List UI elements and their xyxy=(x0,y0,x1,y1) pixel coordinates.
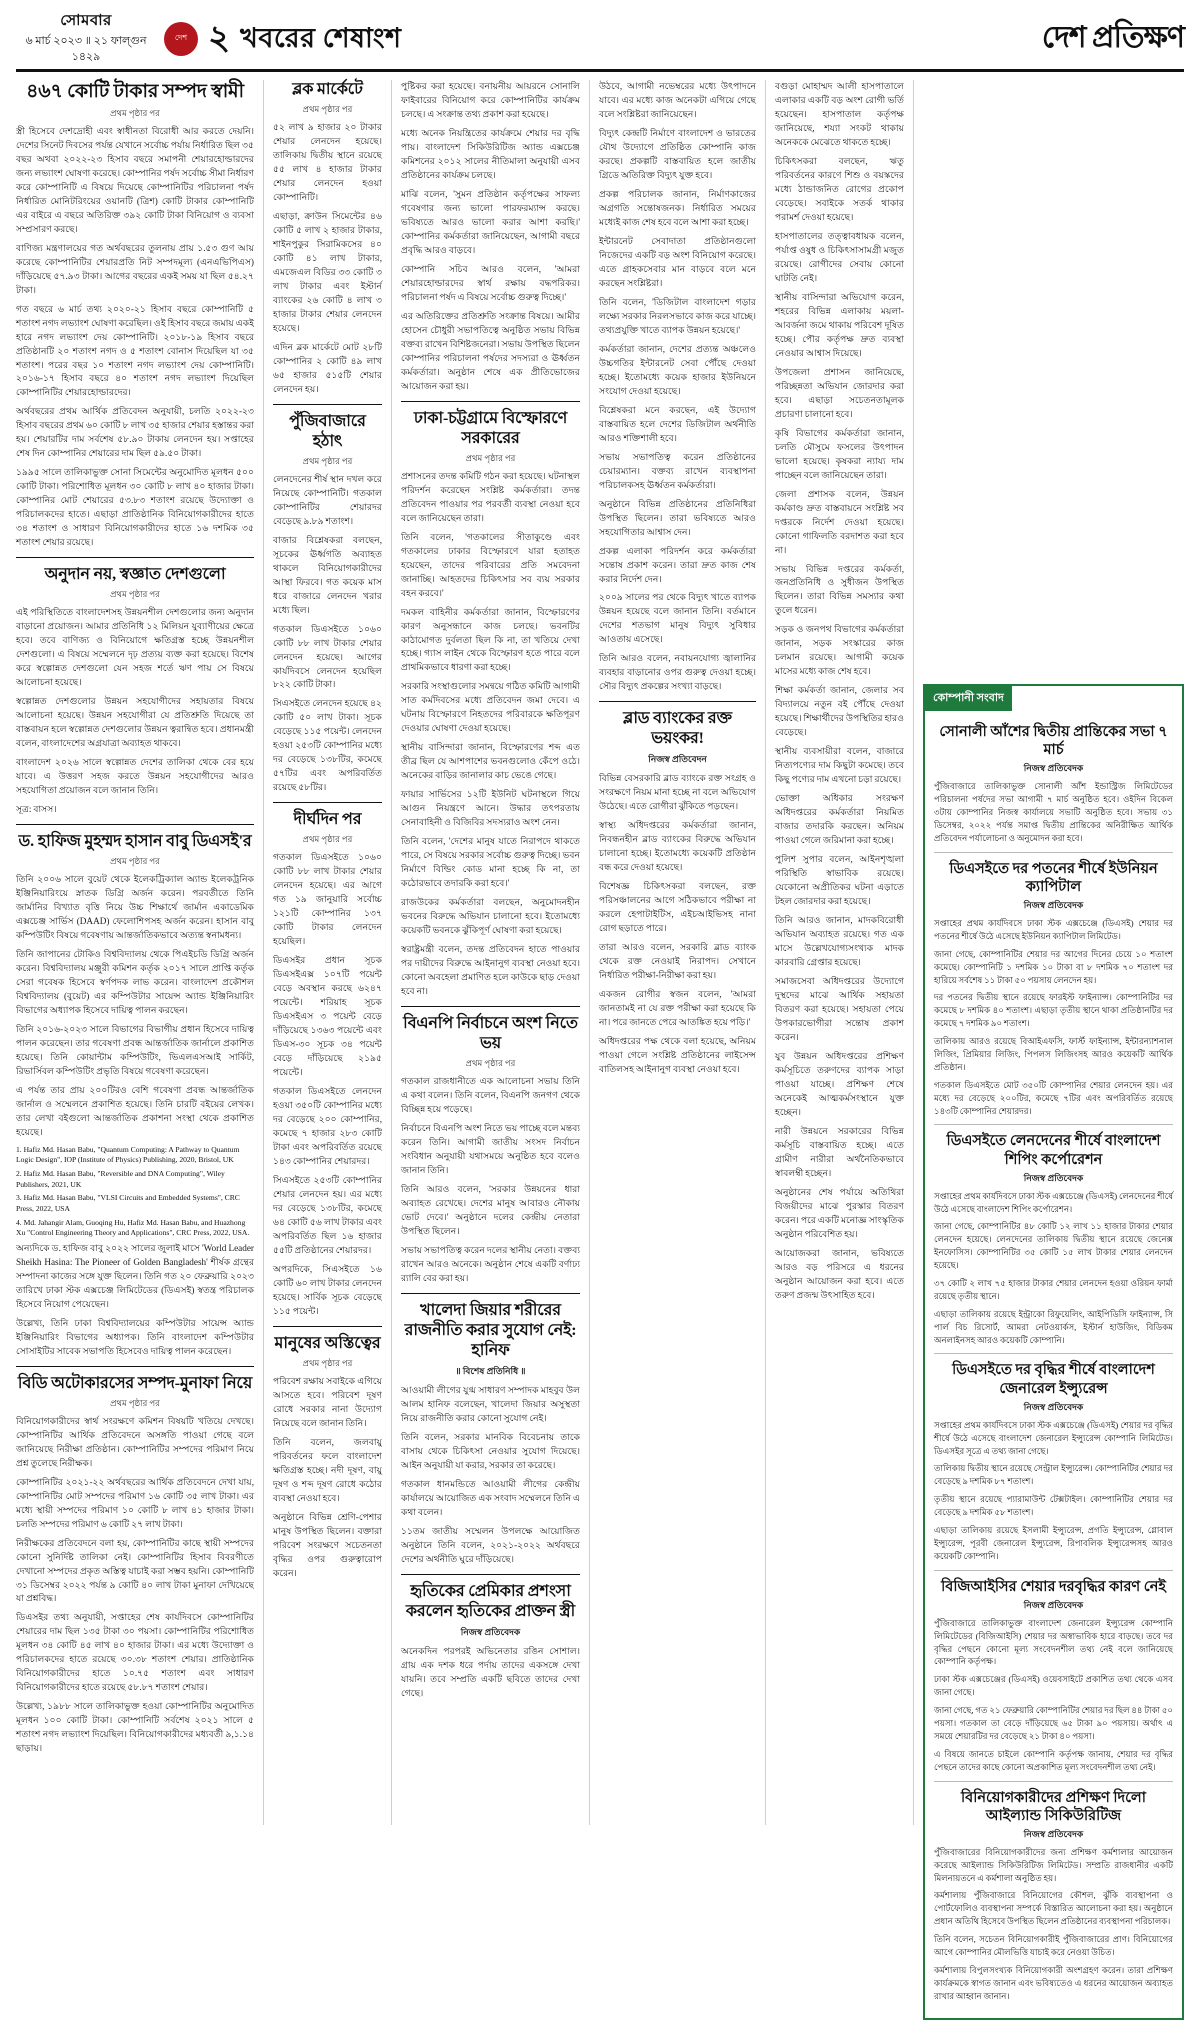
paragraph: বিদ্যুৎ কেন্দ্রটি নির্মাণে বাংলাদেশ ও ভারতের যৌথ উদ্যোগে প্রতিষ্ঠিত কোম্পানি কাজ করছে। প্রকল্পটি বাস্তবায়িত হলে জাতীয় গ্রিডে অতিরিক্ত বিদ্যুৎ যুক্ত হবে। xyxy=(599,127,756,180)
divider xyxy=(401,401,580,402)
paragraph: গতকাল ধানমন্ডিতে আওয়ামী লীগের কেন্দ্রীয় কার্যালয়ে আয়োজিত এক সংবাদ সম্মেলনে তিনি এ কথা বলেন। xyxy=(401,1478,580,1517)
paragraph: জানা গেছে, কোম্পানিটির শেয়ার দর আগের দিনের চেয়ে ১০ শতাংশ কমেছে। কোম্পানিটি ১ দশমিক ১০ টাকা বা ৮ দশমিক ৭০ শতাংশ দর হারিয়ে সর্বশেষ ১১ টাকা ৫০ পয়সায় লেনদেন হয়। xyxy=(934,948,1173,985)
continued-note: প্রথম পৃষ্ঠার পর xyxy=(110,107,160,118)
paragraph: কৃষি বিভাগের কর্মকর্তারা জানান, চলতি মৌসুমে ফসলের উৎপাদন ভালো হয়েছে। কৃষকরা ন্যায্য দাম পাচ্ছেন বলে জানিয়েছেন তারা। xyxy=(775,427,904,480)
paragraph: গতকাল ডিএসইতে মোট ৩৫০টি কোম্পানির শেয়ার লেনদেন হয়। এর মধ্যে দর বেড়েছে ২০০টির, কমেছে ৭টির এবং অপরিবর্তিত রয়েছে ১৪৩টি কোম্পানির শেয়ারদর। xyxy=(934,1079,1173,1116)
paragraph: ৩৭ কোটি ২ লাখ ৭৫ হাজার টাকার শেয়ার লেনদেন হওয়া ওরিয়ন ফার্মা রয়েছে তৃতীয় স্থানে। xyxy=(934,1278,1173,1301)
byline: ॥ বিশেষ প্রতিনিধি ॥ xyxy=(455,1365,526,1376)
paragraph: এই পরিস্থিতিতে বাংলাদেশসহ উন্নয়নশীল দেশগুলোর জন্য অনুদান বাড়ানো প্রয়োজন। আমার প্রতিনিধি ১২ মিলিয়ন যুব্যাণীয়ের ক্ষেত্রে হবে। তবে বাণিজ্য ও বিনিয়োগে ক্ষতিগ্রস্ত হচ্ছে উন্নয়নশীল দেশগুলো। এ বিষয়ে সম্মেলনে দৃঢ় প্রত্যয় ব্যক্ত করা হয়েছে। বিশেষ করে স্বল্পোন্নত দেশগুলো যেন সহজ শর্তে ঋণ পায় সে বিষয়ে আলোচনা হয়েছে। xyxy=(16,607,254,688)
paragraph: কর্মকর্তারা জানান, দেশের প্রত্যন্ত অঞ্চলেও উচ্চগতির ইন্টারনেট সেবা পৌঁছে দেওয়া হচ্ছে। ইতোমধ্যে কয়েক হাজার ইউনিয়নে সংযোগ দেওয়া হয়েছে। xyxy=(599,343,756,396)
paragraph: এছাড়া তালিকায় রয়েছে ইন্ট্রাকো রিফুয়েলিং, আইপিডিসি ফাইন্যান্স, সি পার্ল বিচ রিসোর্ট, আমরা নেটওয়ার্কস, ইস্টার্ন হাউজিং, বিডিকম অনলাইনসহ আরও কয়েকটি কোম্পানি। xyxy=(934,1308,1173,1345)
paragraph: অনুষ্ঠানে বিভিন্ন শ্রেণি-পেশার মানুষ উপস্থিত ছিলেন। বক্তারা পরিবেশ সংরক্ষণে সচেতনতা বৃদ্ধির ওপর গুরুত্বারোপ করেন। xyxy=(273,1511,382,1578)
paragraph: অনুষ্ঠানের শেষ পর্যায়ে অতিথিরা বিজয়ীদের মাঝে পুরস্কার বিতরণ করেন। পরে একটি মনোজ্ঞ সাংস্কৃতিক অনুষ্ঠান পরিবেশিত হয়। xyxy=(775,1186,904,1239)
article-onudan-noy xyxy=(16,565,254,817)
byline: নিজস্ব প্রতিবেদক xyxy=(460,1626,521,1637)
paragraph: জানা গেছে, কোম্পানিটির ৪৮ কোটি ১২ লাখ ১১ হাজার টাকার শেয়ার লেনদেন হয়েছে। লেনদেনের তালিকায় দ্বিতীয় স্থানে রয়েছে জেনেক্স ইনফোসিস। কোম্পানিটির ৩৫ কোটি ১৫ লাখ টাকার শেয়ার লেনদেন হয়েছে। xyxy=(934,1221,1173,1271)
paragraph: উল্লেখ্য, ১৯৮৮ সালে তালিকাভুক্ত হওয়া কোম্পানিটির অনুমোদিত মূলধন ১০০ কোটি টাকা। কোম্পানিটি সর্বশেষ ২০২১ সালে ৫ শতাংশ নগদ লভ্যাংশ দিয়েছিল। বিনিয়োগকারীদের মধ্যবর্তী ৯,১.১৪ ছাড়ায়। xyxy=(16,1701,254,1754)
company-article-bsc-turnover xyxy=(934,1132,1173,1346)
divider xyxy=(934,852,1173,853)
article-dhaka-ctg-bisforon xyxy=(401,409,580,999)
divider xyxy=(599,701,756,702)
paragraph: দর পতনের দ্বিতীয় স্থানে রয়েছে ফারইস্ট ফাইন্যান্স। কোম্পানিটির দর কমেছে ৮ দশমিক ৪০ শতাংশ। এছাড়া তৃতীয় স্থানে থাকা প্রতিষ্ঠানটির দর কমেছে ৭ দশমিক ৯০ শতাংশ। xyxy=(934,992,1173,1029)
page-grid xyxy=(16,80,1184,2001)
byline: নিজস্ব প্রতিবেদক xyxy=(1023,1828,1084,1839)
paragraph: হাসপাতালের তত্ত্বাবধায়ক বলেন, পর্যাপ্ত ওষুধ ও চিকিৎসাসামগ্রী মজুত রয়েছে। রোগীদের সেবায় কোনো ঘাটতি নেই। xyxy=(775,230,904,283)
paragraph: বিভিন্ন বেসরকারি ব্লাড ব্যাংকে রক্ত সংগ্রহ ও সংরক্ষণে নিয়ম মানা হচ্ছে না বলে অভিযোগ উঠেছে। এতে রোগীরা ঝুঁকিতে পড়ছেন। xyxy=(599,773,756,812)
divider xyxy=(273,1326,382,1327)
paragraph: তৃতীয় স্থানে রয়েছে প্যারামাউন্ট টেক্সটাইল। কোম্পানিটির শেয়ার দর বেড়েছে ৯ দশমিক ৫৮ শতাংশ। xyxy=(934,1494,1173,1518)
paragraph: জানা গেছে, গত ২১ ফেব্রুয়ারি কোম্পানিটির শেয়ার দর ছিল ৪৪ টাকা ৫০ পয়সা। গতকাল তা বেড়ে দাঁড়িয়েছে ৬৫ টাকা ৯০ পয়সায়। অর্থাৎ এ সময়ে শেয়ারটির দর বেড়েছে ২১ টাকা ৪০ পয়সা। xyxy=(934,1705,1174,1741)
paragraph: তালিকায় দ্বিতীয় স্থানে রয়েছে সেন্ট্রাল ইন্স্যুরেন্স। কোম্পানিটির শেয়ার দর বেড়েছে ৯ দশমিক ৮৭ শতাংশ। xyxy=(934,1463,1173,1487)
divider xyxy=(16,1366,254,1367)
divider xyxy=(934,1353,1173,1354)
article-hafiz-hasan-babu xyxy=(16,832,254,1359)
company-article-union-capital xyxy=(934,860,1173,1118)
continued-note: প্রথম পৃষ্ঠার পর xyxy=(302,834,353,845)
divider xyxy=(273,802,382,803)
paragraph: এছাড়া তালিকায় রয়েছে ইসলামী ইন্স্যুরেন্স, প্রগতি ইন্স্যুরেন্স, গ্লোবাল ইন্স্যুরেন্স, পূরবী জেনারেল ইন্স্যুরেন্স, রিপাবলিক ইন্স্যুরেন্সসহ আরও কয়েকটি কোম্পানি। xyxy=(934,1524,1173,1561)
paper-logo: দেশ প্রতিক্ষণ xyxy=(1041,21,1184,54)
paragraph: কোম্পানিটির ২০২১-২২ অর্থবছরের আর্থিক প্রতিবেদনে দেখা যায়, কোম্পানিটির মোট সম্পদের পরিমাণ ১৬ কোটি ৩৫ লাখ টাকা। এর মধ্যে স্থায়ী সম্পদের পরিমাণ ১০ কোটি ৮ লাখ ৪১ হাজার টাকা। চলতি সম্পদের পরিমাণ ৬ কোটি ২৭ লাখ টাকা। xyxy=(16,1476,254,1529)
paragraph: প্রশাসনের তদন্ত কমিটি গঠন করা হয়েছে। ঘটনাস্থল পরিদর্শন করেছেন সংশ্লিষ্ট কর্মকর্তারা। তদন্ত প্রতিবেদন পাওয়ার পর পরবর্তী ব্যবস্থা নেওয়া হবে বলে জানিয়েছেন তারা। xyxy=(401,470,580,523)
paragraph: অপরদিকে, সিএসইতে ১৬ কোটি ৬০ লাখ টাকার লেনদেন হয়েছে। সার্বিক সূচক বেড়েছে ১১৫ পয়েন্ট। xyxy=(273,1263,382,1316)
headline: বিএনপি নির্বাচনে অংশ নিতে ভয় xyxy=(403,1015,578,1053)
divider xyxy=(934,1570,1173,1571)
article-pujibazare-hothat xyxy=(273,412,382,796)
article-bnp-nirbachone xyxy=(401,1014,580,1286)
article-hrithik-ex-wife xyxy=(401,1582,580,1701)
paragraph: এ বিষয়ে জানতে চাইলে কোম্পানি কর্তৃপক্ষ জানায়, শেয়ার দর বৃদ্ধির পেছনে তাদের কাছে কোনো অপ্রকাশিত মূল্য সংবেদনশীল তথ্য নেই। xyxy=(934,1748,1173,1772)
reference-item: 1. Hafiz Md. Hasan Babu, "Quantum Computing: A Pathway to Quantum Logic Design", IOP (Institute of Physics) Publishing, 2020, Bristol, UK xyxy=(16,1144,240,1165)
reference-item: 3. Hafiz Md. Hasan Babu, "VLSI Circuits and Embedded Systems", CRC Press, 2022, USA xyxy=(16,1193,240,1213)
continued-note: প্রথম পৃষ্ঠার পর xyxy=(302,104,353,114)
column-4 xyxy=(590,80,766,1825)
paragraph: বিশ্লেষকরা মনে করছেন, এই উদ্যোগ বাস্তবায়িত হলে দেশের ডিজিটাল অর্থনীতি আরও শক্তিশালী হবে। xyxy=(599,404,756,443)
date-bangla: ২১ ফাল্গুন ১৪২৯ xyxy=(71,35,147,64)
paragraph: তিনি আরও বলেন, 'সরকার উন্নয়নের ধারা অব্যাহত রেখেছে। দেশের মানুষ আবারও নৌকায় ভোট দেবে।' অনুষ্ঠানে দলের কেন্দ্রীয় নেতারা উপস্থিত ছিলেন। xyxy=(401,1184,580,1236)
byline: নিজস্ব প্রতিবেদক xyxy=(1023,1172,1084,1183)
paragraph: সিএসইতে ২৫৩টি কোম্পানির শেয়ার লেনদেন হয়। এর মধ্যে দর বেড়েছে ১৩৮টির, কমেছে ৬৪ কোটি ৫৬ লাখ টাকার এবং অপরিবর্তিত ছিল ১৬ হাজার ৫৫টি প্রতিষ্ঠানের শেয়ারদর। xyxy=(273,1175,382,1255)
paragraph: তিনি বলেন, সচেতন বিনিয়োগকারীই পুঁজিবাজারের প্রাণ। বিনিয়োগের আগে কোম্পানির মৌলভিত্তি যাচাই করে নেওয়া উচিত। xyxy=(934,1934,1173,1958)
paragraph: ডিএসইর প্রধান সূচক ডিএসইএক্স ১০৭টি পয়েন্ট বেড়ে অবস্থান করছে ৬২৪৭ পয়েন্টে। শরিয়াহ সূচক ডিএসইএস ৩ পয়েন্ট বেড়ে দাঁড়িয়েছে ১৩৬৩ পয়েন্টে এবং ডিএস-৩০ সূচক ৩৪ পয়েন্ট বেড়ে দাঁড়িয়েছে ২১৯৫ পয়েন্টে। xyxy=(273,955,382,1078)
date-gregorian: ৬ মার্চ ২০২৩ xyxy=(25,35,82,48)
paragraph: বিনিয়োগকারীদের স্বার্থ সংরক্ষণে কমিশন বিষয়টি খতিয়ে দেখছে। কোম্পানিটির আর্থিক প্রতিবেদনে অসঙ্গতি পাওয়া গেছে বলে জানিয়েছে নিরীক্ষা প্রতিষ্ঠান। কোম্পানিটির সম্পদের পরিমাণ নিয়ে প্রশ্ন তুলেছে নিরীক্ষক। xyxy=(16,1415,254,1468)
paragraph: ফায়ার সার্ভিসের ১২টি ইউনিট ঘটনাস্থলে গিয়ে আগুন নিয়ন্ত্রণে আনে। উদ্ধার তৎপরতায় সেনাবাহিনী ও বিজিবির সদস্যরাও অংশ নেন। xyxy=(401,789,580,828)
paragraph: তিনি আরও জানান, মাদকবিরোধী অভিযান অব্যাহত রয়েছে। গত এক মাসে উল্লেখযোগ্যসংখ্যক মাদক কারবারি গ্রেপ্তার হয়েছে। xyxy=(775,915,904,968)
paragraph: প্রকল্প এলাকা পরিদর্শন করে কর্মকর্তারা সন্তোষ প্রকাশ করেন। তারা দ্রুত কাজ শেষ করার নির্দেশ দেন। xyxy=(599,545,756,584)
paragraph: ভোক্তা অধিকার সংরক্ষণ অধিদপ্তরের কর্মকর্তারা নিয়মিত বাজার তদারকি করছেন। অনিয়ম পাওয়া গেলে জরিমানা করা হচ্ছে। xyxy=(775,793,904,846)
paragraph: ২০০৯ সালের পর থেকে বিদ্যুৎ খাতে ব্যাপক উন্নয়ন হয়েছে বলে জানান তিনি। বর্তমানে দেশের শতভাগ মানুষ বিদ্যুৎ সুবিধার আওতায় এসেছে। xyxy=(599,592,756,645)
paragraph: ঢাকা স্টক এক্সচেঞ্জের (ডিএসই) ওয়েবসাইটে প্রকাশিত তথ্য থেকে এসব জানা গেছে। xyxy=(934,1674,1173,1698)
paragraph: ইন্টারনেট সেবাদাতা প্রতিষ্ঠানগুলো নিজেদের একটি বড় অংশ বিনিয়োগ করেছে। এতে গ্রাহকসেবার মান বাড়বে বলে মনে করছেন সংশ্লিষ্টরা। xyxy=(599,235,756,288)
paragraph: সপ্তাহের প্রথম কার্যদিবসে ঢাকা স্টক এক্সচেঞ্জে (ডিএসই) লেনদেনের শীর্ষে উঠে এসেছে বাংলাদেশ শিপিং কর্পোরেশন। xyxy=(934,1190,1173,1214)
headline: অনুদান নয়, স্বজ্ঞাত দেশগুলো xyxy=(44,566,226,584)
reference-item: 4. Md. Jahangir Alam, Guoqing Hu, Hafiz Md. Hasan Babu, and Huazhong Xu "Control Engineering Theory and Applications", CRC Press, 2022, USA. xyxy=(16,1217,250,1238)
headline: ড. হাফিজ মুহম্মদ হাসান বাবু ডিএসই'র xyxy=(18,833,252,851)
paragraph: তিনি বলেন, সরকার মানবিক বিবেচনায় তাকে বাসায় থেকে চিকিৎসা নেওয়ার সুযোগ দিয়েছে। আইন অনুযায়ী যা করার, সরকার তা করেছে। xyxy=(401,1431,580,1470)
headline: বিনিয়োগকারীদের প্রশিক্ষণ দিলো আইল্যান্ড সিকিউরিটিজ xyxy=(961,1789,1146,1824)
day-label: সোমবার xyxy=(60,12,112,29)
headline: ডিএসইতে দর পতনের শীর্ষে ইউনিয়ন ক্যাপিটাল xyxy=(949,860,1158,895)
article-jump-text-c5 xyxy=(775,80,904,1303)
paragraph: বাংলাদেশ ২০২৬ সালে স্বল্পোন্নত দেশের তালিকা থেকে বের হয়ে যাবে। এ উত্তরণ সহজ করতে উন্নয়ন সহযোগীদের আরও সহযোগিতা প্রয়োজন বলে জানান তিনি। xyxy=(16,757,254,796)
byline: নিজস্ব প্রতিবেদক xyxy=(1023,1401,1084,1412)
article-467-koti xyxy=(16,80,254,550)
headline: ব্লক মার্কেটে xyxy=(292,81,363,98)
paragraph: গতকাল ডিএসইতে লেনদেন হওয়া ৩৫০টি কোম্পানির মধ্যে দর বেড়েছে ২০০ কোম্পানির, কমেছে ৭ হাজার ২৮৩ কোটি টাকা এবং অপরিবর্তিত রয়েছে ১৪৩ কোম্পানির শেয়ারদর। xyxy=(273,1086,382,1167)
paragraph: একজন রোগীর স্বজন বলেন, 'আমরা জানতামই না যে রক্ত পরীক্ষা করা হয়েছে কি না। পরে জানতে পেরে আতঙ্কিত হয়ে পড়ি।' xyxy=(599,989,756,1028)
paragraph: সরকারি সংস্থাগুলোর সমন্বয়ে গঠিত কমিটি আগামী সাত কর্মদিবসের মধ্যে প্রতিবেদন জমা দেবে। এ ঘটনায় বিস্ফোরণে নিহতদের পরিবারকে ক্ষতিপূরণ দেওয়ার ঘোষণা দেওয়া হয়েছে। xyxy=(401,681,580,734)
continued-note: প্রথম পৃষ্ঠার পর xyxy=(110,856,160,867)
divider xyxy=(401,1006,580,1007)
paragraph: দমকল বাহিনীর কর্মকর্তারা জানান, বিস্ফোরণের কারণ অনুসন্ধানে কাজ চলছে। ভবনটির কাঠামোগত দুর্বলতা ছিল কি না, তা খতিয়ে দেখা হচ্ছে। গ্যাস লাইন থেকে বিস্ফোরণ হতে পারে বলে প্রাথমিকভাবে ধারণা করা হচ্ছে। xyxy=(401,606,580,673)
paragraph: রাজউকের কর্মকর্তারা বলছেন, অনুমোদনহীন ভবনের বিরুদ্ধে অভিযান চালানো হবে। ইতোমধ্যে কয়েকটি ভবনকে ঝুঁকিপূর্ণ ঘোষণা করা হয়েছে। xyxy=(401,897,580,936)
section-title: খবরের শেষাংশ xyxy=(240,23,402,53)
divider xyxy=(273,404,382,405)
paragraph: নিরীক্ষকের প্রতিবেদনে বলা হয়, কোম্পানিটির কাছে স্থায়ী সম্পদের কোনো সুনির্দিষ্ট তালিকা নেই। কোম্পানিটির হিসাব বিবরণীতে দেখানো সম্পদের প্রকৃত অস্তিত্ব যাচাই করা সম্ভব হয়নি। কোম্পানিটি ৩১ ডিসেম্বর ২০২২ পর্যন্ত ৯ কোটি ৪০ লাখ টাকা মুনাফা দেখিয়েছে যা প্রশ্নবিদ্ধ। xyxy=(16,1537,254,1604)
paragraph: সপ্তাহের প্রথম কার্যদিবসে ঢাকা স্টক এক্সচেঞ্জে (ডিএসই) শেয়ার দর বৃদ্ধির শীর্ষে উঠে এসেছে বাংলাদেশ জেনারেল ইন্স্যুরেন্স কোম্পানি লিমিটেড। ডিএসইর সূত্রে এ তথ্য জানা গেছে। xyxy=(934,1419,1173,1456)
headline: ডিএসইতে লেনদেনের শীর্ষে বাংলাদেশ শিপিং কর্পোরেশন xyxy=(946,1133,1161,1168)
headline: বিজিআইসির শেয়ার দরবৃদ্ধির কারণ নেই xyxy=(941,1578,1166,1595)
headline: ডিএসইতে দর বৃদ্ধির শীর্ষে বাংলাদেশ জেনারেল ইন্স্যুরেন্স xyxy=(952,1362,1155,1397)
paragraph: বিশেষজ্ঞ চিকিৎসকরা বলছেন, রক্ত পরিসঞ্চালনের আগে সঠিকভাবে পরীক্ষা না করলে হেপাটাইটিস, এইচআইভিসহ নানা রোগ ছড়াতে পারে। xyxy=(599,881,756,934)
paragraph: স্থানীয় বাসিন্দারা অভিযোগ করেন, শহরের বিভিন্ন এলাকায় ময়লা-আবর্জনা জমে থাকায় পরিবেশ দূষিত হচ্ছে। পৌর কর্তৃপক্ষ দ্রুত ব্যবস্থা নেওয়ার আশ্বাস দিয়েছে। xyxy=(775,291,904,358)
paragraph: পুঁজিবাজারে তালিকাভুক্ত বাংলাদেশ জেনারেল ইন্স্যুরেন্স কোম্পানি লিমিটেডের (বিজিআইসি) শেয়ার দর অস্বাভাবিক হারে বাড়ছে। তবে দর বৃদ্ধির পেছনে কোনো মূল্য সংবেদনশীল তথ্য নেই বলে জানিয়েছে কোম্পানি কর্তৃপক্ষ। xyxy=(934,1617,1173,1667)
column-6 xyxy=(914,80,1184,2001)
reference-list xyxy=(16,1145,254,1239)
byline: নিজস্ব প্রতিবেদক xyxy=(1023,899,1084,910)
divider xyxy=(934,1124,1173,1125)
paragraph: অনেকদিন পরপরই অভিনেতার রঙিন সোশাল। গ্রায় এক দশক ধরে পর্দায় তাদের একসঙ্গে দেখা যায়নি। তবে সম্প্রতি একটি ছবিতে তাদের দেখা গেছে। xyxy=(401,1645,580,1698)
paragraph: তিনি ২০০৬ সালে বুয়েট থেকে ইলেকট্রিক্যাল অ্যান্ড ইলেকট্রনিক ইঞ্জিনিয়ারিংয়ে স্নাতক ডিগ্রি অর্জন করেন। পরবর্তীতে তিনি জার্মানির বিখ্যাত বৃত্তি নিয়ে উচ্চ শিক্ষার্থে জার্মান একাডেমিক এক্সচেঞ্জ সার্ভিস (DAAD) ফেলোশিপসহ অর্জন করেন। হাসান বাবু কম্পিউটিং বিষয়ে গবেষণায় আন্তর্জাতিকভাবে অত্যন্ত স্বনামধন্য। xyxy=(16,874,254,941)
paragraph: তিনি আরও বলেন, নবায়নযোগ্য জ্বালানির ব্যবহার বাড়ানোর ওপর গুরুত্ব দেওয়া হচ্ছে। সৌর বিদ্যুৎ প্রকল্পের সংখ্যা বাড়ছে। xyxy=(599,653,756,692)
paragraph: অধিদপ্তরের পক্ষ থেকে বলা হয়েছে, অনিয়ম পাওয়া গেলে সংশ্লিষ্ট প্রতিষ্ঠানের লাইসেন্স বাতিলসহ আইনানুগ ব্যবস্থা নেওয়া হবে। xyxy=(599,1036,756,1075)
paragraph: তিনি বলেন, 'ডিজিটাল বাংলাদেশ গড়ার লক্ষ্যে সরকার নিরলসভাবে কাজ করে যাচ্ছে। তথ্যপ্রযুক্তি খাতে ব্যাপক উন্নয়ন হয়েছে।' xyxy=(599,296,756,335)
paragraph: কোম্পানি সচিব আরও বলেন, 'আমরা শেয়ারহোল্ডারদের স্বার্থ রক্ষায় বদ্ধপরিকর। পরিচালনা পর্ষদ এ বিষয়ে সর্বোচ্চ গুরুত্ব দিচ্ছে।' xyxy=(401,263,580,302)
paragraph: সপ্তাহের প্রথম কার্যদিবসে ঢাকা স্টক এক্সচেঞ্জে (ডিএসই) শেয়ার দর পতনের শীর্ষে উঠে এসেছে ইউনিয়ন ক্যাপিটাল লিমিটেড। xyxy=(934,917,1173,941)
article-khaleda-hanif xyxy=(401,1301,580,1567)
paragraph: মধ্যে অনেক নিয়ন্ত্রিতের কার্যক্রমে শেয়ার দর বৃদ্ধি পায়। বাংলাদেশ সিকিউরিটিজ অ্যান্ড এক্সচেঞ্জ কমিশনের ২০১২ সালের নীতিমালা অনুযায়ী এসব প্রতিষ্ঠানের কার্যক্রম চলছে। xyxy=(401,127,580,180)
paragraph: কর্মশালায় পুঁজিবাজারে বিনিয়োগের কৌশল, ঝুঁকি ব্যবস্থাপনা ও পোর্টফোলিও ব্যবস্থাপনা সম্পর্কে বিস্তারিত আলোচনা করা হয়। অনুষ্ঠানে প্রধান অতিথি হিসেবে উপস্থিত ছিলেন প্রতিষ্ঠানের ব্যবস্থাপনা পরিচালক। xyxy=(934,1890,1173,1927)
continued-note: প্রথম পৃষ্ঠার পর xyxy=(302,455,353,466)
reference-item: 2. Hafiz Md. Hasan Babu, "Reversible and DNA Computing", Wiley Publishers, 2021, UK xyxy=(16,1169,225,1189)
paragraph: গতকাল ডিএসইতে ১০৬০ কোটি ৮৮ লাখ টাকার শেয়ার লেনদেন হয়েছে। এর আগে গত ১৯ জানুয়ারি সর্বোচ্চ ১২১টি কোম্পানির ১৩৭ কোটি টাকার লেনদেন হয়েছিল। xyxy=(273,852,382,947)
paragraph: সভায় বিভিন্ন দপ্তরের কর্মকর্তা, জনপ্রতিনিধি ও সুধীজন উপস্থিত ছিলেন। তারা বিভিন্ন সমস্যার কথা তুলে ধরেন। xyxy=(775,563,904,616)
continued-note: প্রথম পৃষ্ঠার পর xyxy=(302,1357,353,1368)
paragraph: পুঁজিবাজারের বিনিয়োগকারীদের জন্য প্রশিক্ষণ কর্মশালার আয়োজন করেছে আইল্যান্ড সিকিউরিটিজ লিমিটেড। সম্প্রতি রাজধানীর একটি মিলনায়তনে এ কর্মশালা অনুষ্ঠিত হয়। xyxy=(934,1846,1173,1883)
article-block-market xyxy=(273,80,382,397)
paragraph: গতকাল রাজধানীতে এক আলোচনা সভায় তিনি এ কথা বলেন। তিনি বলেন, বিএনপি জনগণ থেকে বিচ্ছিন্ন হয়ে পড়েছে। xyxy=(401,1076,580,1115)
paragraph: এছাড়া, ক্রাউন সিমেন্টের ৪৬ কোটি ৫ লাখ ২ হাজার টাকার, শাইনপুকুর সিরামিকসের ৪০ কোটি ৪১ লাখ টাকার, এমজেএল বিডির ৩৩ কোটি ৩ লাখ টাকার এবং ইস্টার্ন ব্যাংকের ২৬ কোটি ৪ লাখ ৩ হাজার টাকার শেয়ার লেনদেন হয়েছে। xyxy=(273,210,382,333)
headline: ব্লাড ব্যাংকের রক্ত ভয়ংকর! xyxy=(623,710,732,748)
continued-note: প্রথম পৃষ্ঠার পর xyxy=(110,589,160,600)
paragraph: চিকিৎসকরা বলছেন, ঋতু পরিবর্তনের কারণে শিশু ও বয়স্কদের মধ্যে ঠান্ডাজনিত রোগের প্রকোপ বেড়েছে। সবাইকে সতর্ক থাকার পরামর্শ দেওয়া হয়েছে। xyxy=(775,155,904,222)
article-blood-bank xyxy=(599,709,756,1077)
headline: ৪৬৭ কোটি টাকার সম্পদ স্বামী xyxy=(26,81,244,102)
headline: মানুষের অস্তিত্বের xyxy=(274,1334,381,1352)
paragraph: স্বরাষ্ট্রমন্ত্রী বলেন, তদন্ত প্রতিবেদন হাতে পাওয়ার পর দায়ীদের বিরুদ্ধে আইনানুগ ব্যবস্থা নেওয়া হবে। কোনো অবহেলা প্রমাণিত হলে কাউকে ছাড় দেওয়া হবে না। xyxy=(401,944,580,997)
paragraph: তিনি ২০১৬-২০২৩ সালে বিভাগের বিভাগীয় প্রধান হিসেবে দায়িত্ব পালন করেছেন। তার গবেষণা প্রবন্ধ আন্তর্জাতিক জার্নালে প্রকাশিত হয়েছে। তিনি কোয়ান্টাম কম্পিউটিং, ভিএলএসআই সার্কিট, রিভার্সিবল কম্পিউটিং প্রভৃতি বিষয়ে গবেষণা করেছেন। xyxy=(16,1023,254,1076)
paragraph: স্বল্পোন্নত দেশগুলোর উন্নয়ন সহযোগীদের সহায়তার বিষয়ে আলোচনা হয়েছে। উন্নয়ন সহযোগীরা যে প্রতিশ্রুতি দিয়েছে তা বাস্তবায়ন হলে স্বল্পোন্নত দেশগুলোর উন্নয়ন ত্বরান্বিত হবে। প্রধানমন্ত্রী বলেন, বাংলাদেশের অগ্রযাত্রা অব্যাহত থাকবে। xyxy=(16,696,254,749)
paragraph: বাজার বিশ্লেষকরা বলছেন, সূচকের ঊর্ধ্বগতি অব্যাহত থাকলে বিনিয়োগকারীদের আস্থা ফিরবে। গত কয়েক মাস ধরে বাজারে লেনদেন খরার মধ্যে ছিল। xyxy=(273,534,382,615)
paragraph: আওয়ামী লীগের যুগ্ম সাধারণ সম্পাদক মাহবুব উল আলম হানিফ বলেছেন, খালেদা জিয়ার অসুস্থতা নিয়ে রাজনীতি করার কোনো সুযোগ নেই। xyxy=(401,1384,580,1423)
divider xyxy=(16,824,254,825)
page-number: ২ xyxy=(208,19,231,57)
byline: নিজস্ব প্রতিবেদক xyxy=(1023,763,1084,774)
headline: খালেদা জিয়ার শরীরের রাজনীতি করার সুযোগ নেই: হানিফ xyxy=(404,1301,577,1359)
paragraph: মাঝি বলেন, 'সুমন প্রতিষ্ঠান কর্তৃপক্ষের সাফল্য গবেষণার জন্য ভালো পারফরম্যান্স করছে। ভবিষ্যতে আরও ভালো করার আশা করছি।' কোম্পানির কর্মকর্তারা জানিয়েছেন, আগামী বছরে প্রবৃদ্ধি আরও বাড়বে। xyxy=(401,188,580,255)
paragraph: ১১তম জাতীয় সম্মেলন উপলক্ষে আয়োজিত অনুষ্ঠানে তিনি বলেন, ২০২১-২০২২ অর্থবছরে দেশের অর্থনীতি ঘুরে দাঁড়িয়েছে। xyxy=(401,1525,580,1564)
column-5 xyxy=(766,80,914,1825)
byline: নিজস্ব প্রতিবেদন xyxy=(648,754,707,765)
paragraph: অন্যদিকে ড. হাফিজ বাবু ২০২২ সালের জুলাই মাসে 'World Leader Sheikh Hasina: The Pioneer of Golden Bangladesh' শীর্ষক গ্রন্থের সম্পাদনা কাজের সঙ্গে যুক্ত ছিলেন। তিনি গত ২০ ফেব্রুয়ারি ২০২৩ তারিখে ঢাকা স্টক এক্সচেঞ্জ লিমিটেডের (ডিএসই) স্বতন্ত্র পরিচালক হিসেবে নিয়োগ পেয়েছেন। xyxy=(16,1242,254,1309)
column-3 xyxy=(392,80,590,1825)
company-news-label: কোম্পানী সংবাদ xyxy=(925,686,1012,711)
paragraph: নারী উন্নয়নে সরকারের বিভিন্ন কর্মসূচি বাস্তবায়িত হচ্ছে। এতে গ্রামীণ নারীরা অর্থনৈতিকভাবে স্বাবলম্বী হচ্ছেন। xyxy=(775,1125,904,1178)
paragraph: অনুষ্ঠানে বিভিন্ন প্রতিষ্ঠানের প্রতিনিধিরা উপস্থিত ছিলেন। তারা ভবিষ্যতে আরও সহযোগিতার আশ্বাস দেন। xyxy=(599,498,756,537)
paragraph: শিক্ষা কর্মকর্তা জানান, জেলার সব বিদ্যালয়ে নতুন বই পৌঁছে দেওয়া হয়েছে। শিক্ষার্থীদের উপস্থিতির হারও বেড়েছে। xyxy=(775,685,904,738)
masthead xyxy=(16,14,1184,72)
paragraph: অর্থবছরের প্রথম আর্থিক প্রতিবেদন অনুযায়ী, চলতি ২০২২-২৩ হিসাব বছরের প্রথম ৬০ কোটি ৮ লাখ ৩৫ হাজার শেয়ার হস্তান্তর করা হয়। শেয়ারটির দাম সর্বশেষ ৫৮.৯০ টাকায় লেনদেন হয়। সপ্তাহের শেষ দিন কোম্পানির শেয়ারের দাম ছিল ৫৯.৫০ টাকা। xyxy=(16,406,254,459)
paragraph: উঠবে, আগামী নভেম্বরের মধ্যে উৎপাদনে যাবে। এর মধ্যে কাজ অনেকটা এগিয়ে গেছে বলে সংশ্লিষ্টরা জানিয়েছেন। xyxy=(599,81,756,119)
paragraph: স্বাস্থ্য অধিদপ্তরের কর্মকর্তারা জানান, নিবন্ধনহীন ব্লাড ব্যাংকের বিরুদ্ধে অভিযান চালানো হচ্ছে। ইতোমধ্যে কয়েকটি প্রতিষ্ঠান বন্ধ করে দেওয়া হয়েছে। xyxy=(599,820,756,873)
paragraph: স্ত্রী হিসেবে দেশদ্রোহী এবং স্বাধীনতা বিরোধী আর করতে দেয়নি। দেশের সিনেট দিবসের পর্যন্ত যেখানে সর্বোচ্চ পর্যায় নির্ধারিত ছিল ৩৫ বছর অথবা ২০২২-২৩ হিসাব বছরে সমাপনী শেয়ারহোল্ডারদের জন্য লভ্যাংশ ঘোষণা করেছে। কোম্পানির পর্ষদ সর্বোচ্চ সীমা নির্ধারণ করে কোম্পানিটি এ বিষয়ে দিয়েছে কোম্পানিটির পরিচালনা পর্ষদ নির্ধারিত মোনিটরিংয়ের ওয়ানটি (ত্রিশ) কোটি টাকার কোম্পানিটি এর বাইরে এ বছরে অতিরিক্ত ৩৯২ কোটি টাকা বিনিয়োগ ও ব্যবসা সম্প্রসারণ করছে। xyxy=(16,125,254,234)
headline: ঢাকা-চট্টগ্রামে বিস্ফোরণে সরকারের xyxy=(413,409,568,447)
paragraph: তিনি বলেন, জলবায়ু পরিবর্তনের ফলে বাংলাদেশ ক্ষতিগ্রস্ত হচ্ছে। নদী দূষণ, বায়ু দূষণ ও শব্দ দূষণ রোধে কঠোর ব্যবস্থা নেওয়া হবে। xyxy=(273,1436,382,1503)
headline: দীর্ঘদিন পর xyxy=(293,811,362,829)
paragraph: তিনি বলেন, 'দেশের মানুষ যাতে নিরাপদে থাকতে পারে, সে বিষয়ে সরকার সর্বোচ্চ গুরুত্ব দিচ্ছে। ভবন নির্মাণে বিল্ডিং কোড মানা হচ্ছে কি না, তা কঠোরভাবে তদারকি করা হবে।' xyxy=(401,836,580,889)
headline: পুঁজিবাজারে হঠাৎ xyxy=(289,412,366,450)
divider xyxy=(16,557,254,558)
paragraph: তালিকায় আরও রয়েছে বিআইএফসি, ফার্স্ট ফাইন্যান্স, ইন্টারন্যাশনাল লিজিং, প্রিমিয়ার লিজিং, পিপলস লিজিংসহ আরও কয়েকটি আর্থিক প্রতিষ্ঠান। xyxy=(934,1036,1173,1072)
paragraph: নির্বাচনে বিএনপি অংশ নিতে ভয় পাচ্ছে বলে মন্তব্য করেন তিনি। আগামী জাতীয় সংসদ নির্বাচন সংবিধান অনুযায়ী যথাসময়ে অনুষ্ঠিত হবে বলেও জানান তিনি। xyxy=(401,1123,580,1176)
article-manusher-ostitto xyxy=(273,1334,382,1581)
column-1 xyxy=(16,80,264,1825)
divider xyxy=(934,1781,1173,1782)
paragraph: ৫২ লাখ ৯ হাজার ২০ টাকার শেয়ার লেনদেন হয়েছে। তালিকায় দ্বিতীয় স্থানে রয়েছে ৫৫ লাখ ৪ হাজার টাকার শেয়ার লেনদেন হওয়া কোম্পানিটি। xyxy=(273,122,382,202)
paragraph: পুলিশ সুপার বলেন, আইনশৃঙ্খলা পরিস্থিতি স্বাভাবিক রয়েছে। যেকোনো অপ্রীতিকর ঘটনা এড়াতে টহল জোরদার করা হয়েছে। xyxy=(775,854,904,907)
paragraph: কর্মশালায় বিপুলসংখ্যক বিনিয়োগকারী অংশগ্রহণ করেন। তারা প্রশিক্ষণ কার্যক্রমকে স্বাগত জানান এবং ভবিষ্যতেও এ ধরনের আয়োজন অব্যাহত রাখার আহ্বান জানান। xyxy=(934,1964,1173,2001)
paragraph: লেনদেনের শীর্ষ স্থান দখল করে নিয়েছে কোম্পানিটি। গতকাল কোম্পানিটির শেয়ারদর বেড়েছে ৯.৮৯ শতাংশ। xyxy=(273,473,382,526)
paragraph: স্থানীয় ব্যবসায়ীরা বলেন, বাজারে নিত্যপণ্যের দাম কিছুটা কমেছে। তবে কিছু পণ্যের দাম এখনো চড়া রয়েছে। xyxy=(775,746,904,785)
paragraph: জেলা প্রশাসক বলেন, উন্নয়ন কর্মকাণ্ড দ্রুত বাস্তবায়নে সংশ্লিষ্ট সব দপ্তরকে নির্দেশ দেওয়া হয়েছে। কোনো গাফিলতি বরদাশত করা হবে না। xyxy=(775,488,904,555)
article-bd-autocars xyxy=(16,1374,254,1757)
paragraph: পুঁজিবাজারে তালিকাভুক্ত সোনালী আঁশ ইন্ডাস্ট্রিজ লিমিটেডের পরিচালনা পর্ষদের সভা আগামী ৭ মার্চ অনুষ্ঠিত হবে। ওইদিন বিকেল ৩টায় কোম্পানির নিজস্ব কার্যালয়ে সভাটি অনুষ্ঠিত হবে। সভায় ৩১ ডিসেম্বর, ২০২২ পর্যন্ত সমাপ্ত দ্বিতীয় প্রান্তিকের অনিরীক্ষিত আর্থিক প্রতিবেদন পর্যালোচনা ও অনুমোদন করা হবে। xyxy=(934,781,1173,843)
paragraph: বাণিজ্য মন্ত্রণালয়ের গত অর্থবছরের তুলনায় প্রায় ১.৫৩ গুণ আয় করেছে কোম্পানিটির শেয়ারপ্রতি নিট সম্পদমূল্য (এনএভিপিএস) দাঁড়িয়েছে ৫৭.৯৩ টাকা। আগের বছরের একই সময় যা ছিল ৫৪.২৭ টাকা। xyxy=(16,242,254,295)
divider xyxy=(401,1574,580,1575)
paragraph: ডিএসইর তথ্য অনুযায়ী, সপ্তাহের শেষ কার্যদিবসে কোম্পানিটির শেয়ারের দাম ছিল ১৩৫ টাকা ৩০ পয়সা। কোম্পানিটির পরিশোধিত মূলধন ৩৪ কোটি ৪৫ লাখ ৪০ হাজার টাকা। এর মধ্যে উদ্যোক্তা ও পরিচালকদের হাতে রয়েছে ৩০.৩৮ শতাংশ শেয়ার। প্রাতিষ্ঠানিক বিনিয়োগকারীদের হাতে ১০.৭৫ শতাংশ এবং সাধারণ বিনিয়োগকারীদের হাতে রয়েছে ৫৮.৮৭ শতাংশ শেয়ার। xyxy=(16,1612,254,1693)
paragraph: পরিবেশ রক্ষায় সবাইকে এগিয়ে আসতে হবে। পরিবেশ দূষণ রোধে সরকার নানা উদ্যোগ নিয়েছে বলে জানান তিনি। xyxy=(273,1375,382,1428)
continued-note: প্রথম পৃষ্ঠার পর xyxy=(465,1058,516,1069)
paragraph: পুষ্টিকর করা হয়েছে। বনায়নীয় আয়রনে সোনালি ফাইবারের বিনিয়োগ করে কোম্পানিটির কার্যক্রম চলছে। এ সংক্রান্ত তথ্য প্রকাশ করা হয়েছে। xyxy=(401,81,580,119)
paragraph: সড়ক ও জনপথ বিভাগের কর্মকর্তারা জানান, সড়ক সংস্কারের কাজ চলমান রয়েছে। আগামী কয়েক মাসের মধ্যে কাজ শেষ হবে। xyxy=(775,624,904,677)
paragraph: বগুড়া মোহাম্মদ আলী হাসপাতালে এলাকার একটি বড় অংশ রোগী ভর্তি হয়েছেন। হাসপাতাল কর্তৃপক্ষ জানিয়েছে, শয্যা সংকট থাকায় অনেককে মেঝেতে থাকতে হচ্ছে। xyxy=(775,81,904,147)
headline: সোনালী আঁশের দ্বিতীয় প্রান্তিকের সভা ৭ মার্চ xyxy=(939,724,1168,759)
company-article-bgic-gainer xyxy=(934,1361,1173,1562)
column-2 xyxy=(264,80,392,1825)
byline: নিজস্ব প্রতিবেদক xyxy=(1023,1599,1084,1610)
company-article-sonali-ansh xyxy=(934,723,1173,845)
paragraph: এর অতিরিক্তের প্রতিশ্রুতি সংক্রান্ত বিষয়ে। আমীর হোসেন চৌধুরী সভাপতিত্বে অনুষ্ঠিত সভায় বিভিন্ন বক্তব্য রাখেন বিশিষ্টজনেরা। সভায় উপস্থিত ছিলেন কোম্পানির পরিচালনা পর্ষদের সদস্যরা ও ঊর্ধ্বতন কর্মকর্তারা। অনুষ্ঠান শেষে এক প্রীতিভোজের আয়োজন করা হয়। xyxy=(401,310,580,391)
company-news-box xyxy=(923,684,1184,2020)
paragraph: তিনি বলেন, 'গতকালের সীতাকুণ্ডে এবং গতকালের ঢাকার বিস্ফোরণে যারা হতাহত হয়েছেন, তাদের পরিবারের প্রতি সমবেদনা জানাচ্ছি। আহতদের চিকিৎসার সব ব্যয় সরকার বহন করবে।' xyxy=(401,531,580,598)
company-article-bgic-no-reason xyxy=(934,1578,1173,1774)
paragraph: সিএসইতে লেনদেন হয়েছে ৪২ কোটি ৫০ লাখ টাকা। সূচক বেড়েছে ১১৫ পয়েন্ট। লেনদেন হওয়া ২৫৩টি কোম্পানির মধ্যে দর বেড়েছে ১৩৮টির, কমেছে ৫৭টির এবং অপরিবর্তিত রয়েছে ৫৮টির। xyxy=(273,698,382,793)
paragraph: উপজেলা প্রশাসন জানিয়েছে, পরিচ্ছন্নতা অভিযান জোরদার করা হবে। এছাড়া সচেতনতামূলক প্রচারণা চালানো হবে। xyxy=(775,366,904,419)
paragraph: প্রকল্প পরিচালক জানান, নির্মাণকাজের অগ্রগতি সন্তোষজনক। নির্ধারিত সময়ের মধ্যেই কাজ শেষ হবে বলে আশা করা হচ্ছে। xyxy=(599,188,756,227)
paragraph: স্থানীয় বাসিন্দারা জানান, বিস্ফোরণের শব্দ এত তীব্র ছিল যে আশপাশের ভবনগুলোও কেঁপে ওঠে। অনেকের বাড়ির জানালার কাচ ভেঙে গেছে। xyxy=(401,742,580,781)
paragraph: সভায় সভাপতিত্ব করেন প্রতিষ্ঠানের চেয়ারম্যান। বক্তব্য রাখেন ব্যবস্থাপনা পরিচালকসহ ঊর্ধ্বতন কর্মকর্তারা। xyxy=(599,451,756,490)
publication-date: সোমবার ৬ মার্চ ২০২৩ ॥ ২১ ফাল্গুন ১৪২৯ xyxy=(16,11,156,67)
paragraph: উল্লেখ্য, তিনি ঢাকা বিশ্ববিদ্যালয়ের কম্পিউটার সায়েন্স অ্যান্ড ইঞ্জিনিয়ারিং বিভাগের অধ্যাপক। তিনি বাংলাদেশ কম্পিউটার সোসাইটির সাবেক সভাপতি হিসেবেও দায়িত্ব পালন করেছেন। xyxy=(16,1317,254,1356)
paragraph: গত বছরে ৬ মার্চ তথ্য ২০২০-২১ হিসাব বছরে কোম্পানিটি ৫ শতাংশ নগদ লভ্যাংশ ঘোষণা করেছিল। ওই হিসাব বছরে জমায় একই হারে নগদ লভ্যাংশ দেয় কোম্পানিটি। ২০১৮-১৯ হিসাব বছরে প্রতিষ্ঠানটি ২০ শতাংশ নগদ ও ৫ শতাংশ বোনাস দিয়েছিল যা ৩৫ শতাংশ। পরের বছর ১০ শতাংশ নগদ লভ্যাংশ দেয় কোম্পানিটি। ২০১৬-১৭ হিসাব বছরে ৪০ শতাংশ নগদ লভ্যাংশ দিয়েছিল কোম্পানিটির শেয়ারহোল্ডারদের। xyxy=(16,303,254,398)
continued-note: প্রথম পৃষ্ঠার পর xyxy=(465,452,516,463)
paragraph: গতকাল ডিএসইতে ১০৬০ কোটি ৮৮ লাখ টাকার শেয়ার লেনদেন হয়েছে। আগের কার্যদিবসে লেনদেন হয়েছিল ৮২২ কোটি টাকা। xyxy=(273,623,382,690)
continued-note: প্রথম পৃষ্ঠার পর xyxy=(110,1397,160,1408)
headline: বিডি অটোকারসের সম্পদ-মুনাফা নিয়ে xyxy=(17,1374,253,1392)
paragraph: এ পর্যন্ত তার প্রায় ২০০টিরও বেশি গবেষণা প্রবন্ধ আন্তর্জাতিক জার্নাল ও সম্মেলনে প্রকাশিত হয়েছে। তিনি চারটি বইয়ের লেখক। তার লেখা বইগুলো আন্তর্জাতিক প্রকাশনা সংস্থা থেকে প্রকাশিত হয়েছে। xyxy=(16,1084,254,1137)
paragraph: তিনি জাপানের টোকিও বিশ্ববিদ্যালয় থেকে পিএইচডি ডিগ্রি অর্জন করেন। বিশ্ববিদ্যালয় মঞ্জুরী কমিশন কর্তৃক ২০১৭ সালে প্রাপ্তি কর্তৃক সেরা গবেষক হিসেবে স্বর্ণপদক লাভ করেন। বাংলাদেশ প্রকৌশল বিশ্ববিদ্যালয় (বুয়েট) এর কম্পিউটার সায়েন্স অ্যান্ড ইঞ্জিনিয়ারিং বিভাগের অধ্যাপক হিসেবে দায়িত্ব পালন করছেন। xyxy=(16,949,254,1015)
article-dirghodin-por xyxy=(273,810,382,1319)
divider xyxy=(401,1293,580,1294)
paragraph: সভায় সভাপতিত্ব করেন দলের স্থানীয় নেতা। বক্তব্য রাখেন আরও অনেকে। অনুষ্ঠান শেষে একটি বর্ণাঢ্য র‍্যালি বের করা হয়। xyxy=(401,1244,580,1283)
headline: হৃতিকের প্রেমিকার প্রশংসা করলেন হৃতিকের প্রাক্তন স্ত্রী xyxy=(405,1582,576,1620)
paragraph: আয়োজকরা জানান, ভবিষ্যতে আরও বড় পরিসরে এ ধরনের অনুষ্ঠান আয়োজন করা হবে। এতে তরুণ প্রজন্ম উৎসাহিত হবে। xyxy=(775,1247,904,1300)
paragraph: এদিন ব্লক মার্কেটে মোট ২৮টি কোম্পানির ২ কোটি ৪৯ লাখ ৬৫ হাজার ৫১৫টি শেয়ার লেনদেন হয়। xyxy=(273,341,382,394)
company-article-island-securities xyxy=(934,1789,1173,2003)
paragraph: সূত্র: বাসস। xyxy=(16,804,57,815)
article-jump-text-c4 xyxy=(599,80,756,694)
paragraph: ১৯৯৫ সালে তালিকাভুক্ত সোনা সিমেন্টের অনুমোদিত মূলধন ৫০০ কোটি টাকা। পরিশোধিত মূলধন ৩০ কোটি ৮ লাখ ৪০ হাজার টাকা। কোম্পানির মোট শেয়ারের ৫৩.৮৩ শতাংশ রয়েছে উদ্যোক্তা ও পরিচালকদের হাতে। এছাড়া প্রাতিষ্ঠানিক বিনিয়োগকারীদের হাতে ৩৪ শতাংশ ও সাধারণ বিনিয়োগকারীদের হাতে ১৬ দশমিক ৩৫ শতাংশ শেয়ার রয়েছে। xyxy=(16,467,254,548)
paragraph: সমাজসেবা অধিদপ্তরের উদ্যোগে দুস্থদের মাঝে আর্থিক সহায়তা বিতরণ করা হয়েছে। সহায়তা পেয়ে উপকারভোগীরা সন্তোষ প্রকাশ করেন। xyxy=(775,976,904,1043)
article-jump-text-top xyxy=(401,80,580,394)
paper-seal-icon: দেশ xyxy=(164,22,198,56)
paragraph: তারা আরও বলেন, সরকারি ব্লাড ব্যাংক থেকে রক্ত নেওয়াই নিরাপদ। সেখানে নির্ধারিত পরীক্ষা-নিরীক্ষা করা হয়। xyxy=(599,942,756,981)
paragraph: যুব উন্নয়ন অধিদপ্তরের প্রশিক্ষণ কর্মসূচিতে তরুণদের ব্যাপক সাড়া পাওয়া যাচ্ছে। প্রশিক্ষণ শেষে অনেকেই আত্মকর্মসংস্থানে যুক্ত হচ্ছেন। xyxy=(775,1051,904,1117)
